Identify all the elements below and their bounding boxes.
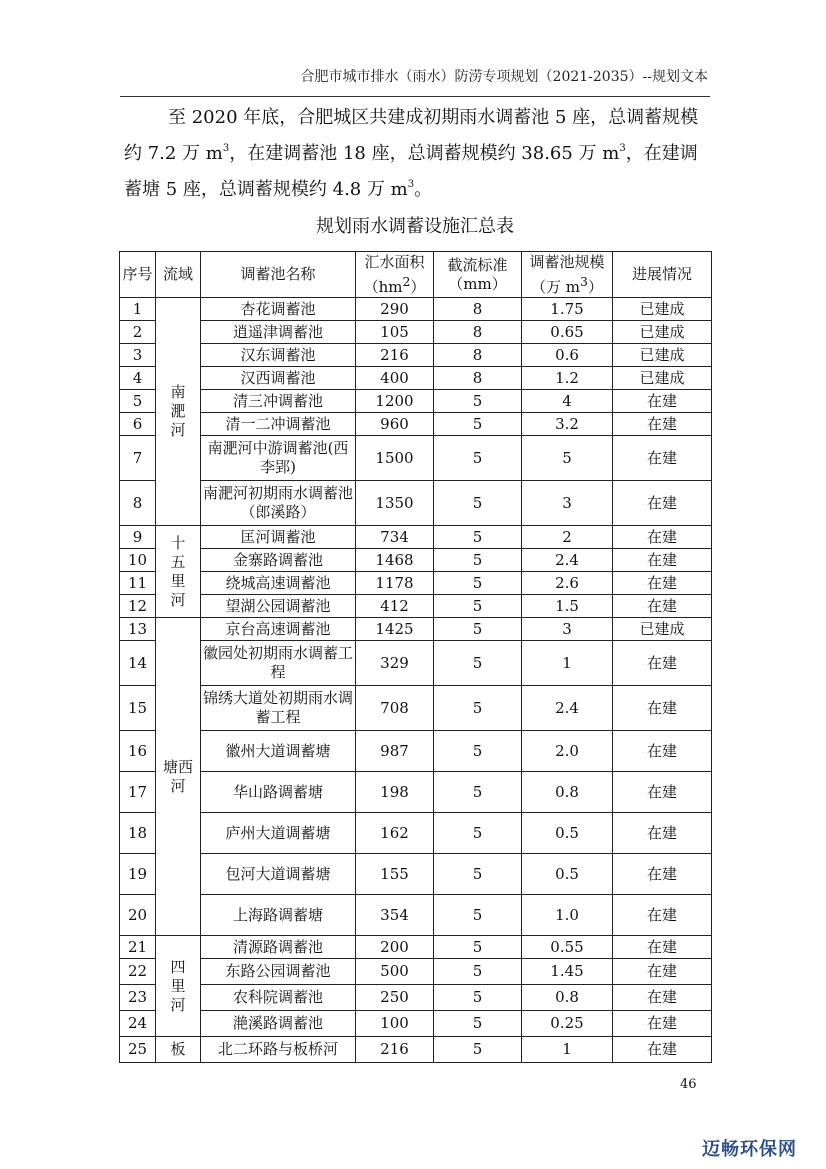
table-row: [120, 731, 712, 772]
interception-standard: 5: [434, 772, 522, 813]
basin-label: 板: [170, 1040, 186, 1058]
header-area: [356, 252, 434, 298]
catchment-area: 105: [356, 321, 434, 344]
catchment-area: 354: [356, 895, 434, 936]
watermark: 迈畅环保网: [702, 1139, 797, 1160]
facility-name: 南淝河中游调蓄池(西李郢): [201, 436, 356, 481]
table-row: [120, 367, 712, 390]
storage-scale: 0.8: [522, 985, 613, 1011]
catchment-area: 200: [356, 936, 434, 959]
catchment-area: 960: [356, 413, 434, 436]
storage-scale: 0.8: [522, 772, 613, 813]
catchment-area: 1200: [356, 390, 434, 413]
facility-name: 锦绣大道处初期雨水调蓄工程: [201, 686, 356, 731]
storage-scale: 1.75: [522, 298, 613, 321]
row-number: 5: [120, 390, 156, 413]
table-row: [120, 618, 712, 641]
row-number: 11: [120, 572, 156, 595]
interception-standard: 5: [434, 731, 522, 772]
interception-standard: 5: [434, 686, 522, 731]
storage-scale: 2: [522, 526, 613, 549]
row-number: 20: [120, 895, 156, 936]
catchment-area: 1350: [356, 481, 434, 526]
storage-scale: 1.45: [522, 959, 613, 985]
row-number: 12: [120, 595, 156, 618]
storage-scale: 0.25: [522, 1011, 613, 1037]
table-row: [120, 813, 712, 854]
basin-label: 南: [170, 383, 186, 401]
catchment-area: 734: [356, 526, 434, 549]
interception-standard: 8: [434, 344, 522, 367]
interception-standard: 5: [434, 985, 522, 1011]
storage-scale: 0.5: [522, 813, 613, 854]
basin-label: 里: [170, 571, 186, 590]
superscript-1: 3: [222, 143, 230, 154]
interception-standard: 5: [434, 1037, 522, 1063]
storage-scale: 2.4: [522, 549, 613, 572]
storage-scale: 2.0: [522, 731, 613, 772]
header-scale-text: 调蓄池规模（万 m: [529, 252, 605, 296]
facility-name: 滟溪路调蓄池: [201, 1011, 356, 1037]
storage-scale: 4: [522, 390, 613, 413]
table-row: [120, 936, 712, 959]
row-number: 2: [120, 321, 156, 344]
catchment-area: 155: [356, 854, 434, 895]
basin-label: 五: [170, 552, 186, 571]
basin-label: 里: [170, 976, 186, 995]
storage-scale: 3: [522, 618, 613, 641]
table-row: [120, 390, 712, 413]
table-row: [120, 321, 712, 344]
interception-standard: 5: [434, 413, 522, 436]
table-row: [120, 526, 712, 549]
basin-cell: [156, 526, 201, 618]
interception-standard: 5: [434, 572, 522, 595]
facility-name: 杏花调蓄池: [201, 298, 356, 321]
facility-name: 华山路调蓄塘: [201, 772, 356, 813]
table-row: [120, 436, 712, 481]
storage-scale: 5: [522, 436, 613, 481]
storage-scale: 3.2: [522, 413, 613, 436]
table-row: [120, 595, 712, 618]
table-row: [120, 959, 712, 985]
interception-standard: 5: [434, 618, 522, 641]
progress-status: 在建: [613, 985, 712, 1011]
interception-standard: 5: [434, 526, 522, 549]
row-number: 17: [120, 772, 156, 813]
facility-name: 清三冲调蓄池: [201, 390, 356, 413]
storage-scale: 1.2: [522, 367, 613, 390]
progress-status: 在建: [613, 549, 712, 572]
table-row: [120, 641, 712, 686]
facility-name: 望湖公园调蓄池: [201, 595, 356, 618]
table-row: [120, 895, 712, 936]
header-area-sup: 2: [402, 273, 411, 289]
interception-standard: 5: [434, 854, 522, 895]
table-row: [120, 854, 712, 895]
row-number: 3: [120, 344, 156, 367]
table-row: [120, 985, 712, 1011]
facility-name: 东路公园调蓄池: [201, 959, 356, 985]
row-number: 15: [120, 686, 156, 731]
facility-name: 绕城高速调蓄池: [201, 572, 356, 595]
table-row: [120, 344, 712, 367]
basin-label: 塘西: [162, 757, 193, 776]
progress-status: 已建成: [613, 298, 712, 321]
progress-status: 在建: [613, 813, 712, 854]
interception-standard: 8: [434, 367, 522, 390]
storage-scale: 3: [522, 481, 613, 526]
interception-standard: 5: [434, 936, 522, 959]
interception-standard: 5: [434, 390, 522, 413]
storage-scale: 0.6: [522, 344, 613, 367]
progress-status: 在建: [613, 572, 712, 595]
basin-label: 淝: [170, 402, 186, 420]
row-number: 16: [120, 731, 156, 772]
progress-status: 在建: [613, 959, 712, 985]
basin-cell: [156, 1037, 201, 1063]
basin-label: 河: [170, 776, 186, 795]
catchment-area: 100: [356, 1011, 434, 1037]
header-basin: 流域: [156, 252, 201, 298]
row-number: 10: [120, 549, 156, 572]
page-number: 46: [680, 1077, 697, 1092]
facility-name: 逍遥津调蓄池: [201, 321, 356, 344]
table-body: [120, 298, 712, 1063]
catchment-area: 987: [356, 731, 434, 772]
header-area-text: 汇水面积（hm: [363, 252, 425, 296]
facility-name: 清一二冲调蓄池: [201, 413, 356, 436]
storage-scale: 0.65: [522, 321, 613, 344]
table-caption: 规划雨水调蓄设施汇总表: [316, 216, 514, 237]
catchment-area: 290: [356, 298, 434, 321]
header-name: 调蓄池名称: [201, 252, 356, 298]
progress-status: 已建成: [613, 618, 712, 641]
facility-name: 清源路调蓄池: [201, 936, 356, 959]
catchment-area: 400: [356, 367, 434, 390]
basin-cell: [156, 936, 201, 1037]
facility-name: 北二环路与板桥河: [201, 1037, 356, 1063]
progress-status: 在建: [613, 731, 712, 772]
basin-label: 四: [170, 957, 186, 976]
table-row: [120, 1011, 712, 1037]
header-scale: [522, 252, 613, 298]
row-number: 18: [120, 813, 156, 854]
header-rule: [120, 96, 710, 97]
facility-name: 上海路调蓄塘: [201, 895, 356, 936]
interception-standard: 5: [434, 481, 522, 526]
facility-name: 京台高速调蓄池: [201, 618, 356, 641]
catchment-area: 329: [356, 641, 434, 686]
table-row: [120, 572, 712, 595]
progress-status: 已建成: [613, 321, 712, 344]
interception-standard: 5: [434, 1011, 522, 1037]
progress-status: 在建: [613, 686, 712, 731]
intro-paragraph: [124, 100, 712, 208]
progress-status: 在建: [613, 595, 712, 618]
row-number: 23: [120, 985, 156, 1011]
row-number: 19: [120, 854, 156, 895]
catchment-area: 250: [356, 985, 434, 1011]
storage-scale: 2.6: [522, 572, 613, 595]
catchment-area: 1500: [356, 436, 434, 481]
header-status: 进展情况: [613, 252, 712, 298]
header-standard: 截流标准（mm）: [434, 252, 522, 298]
facility-name: 南淝河初期雨水调蓄池（郎溪路）: [201, 481, 356, 526]
row-number: 21: [120, 936, 156, 959]
storage-scale: 1.0: [522, 895, 613, 936]
superscript-2: 3: [619, 143, 626, 154]
paragraph-text-2: ，在建调蓄池 18 座，总调蓄规模约 38.65 万 m: [229, 143, 620, 164]
catchment-area: 708: [356, 686, 434, 731]
interception-standard: 8: [434, 321, 522, 344]
interception-standard: 5: [434, 895, 522, 936]
table-row: [120, 1037, 712, 1063]
header-no: 序号: [120, 252, 156, 298]
progress-status: 已建成: [613, 344, 712, 367]
interception-standard: 5: [434, 813, 522, 854]
row-number: 25: [120, 1037, 156, 1063]
facility-name: 金寨路调蓄池: [201, 549, 356, 572]
row-number: 1: [120, 298, 156, 321]
basin-cell: [156, 298, 201, 526]
interception-standard: 5: [434, 549, 522, 572]
catchment-area: 1468: [356, 549, 434, 572]
facility-name: 汉西调蓄池: [201, 367, 356, 390]
catchment-area: 1178: [356, 572, 434, 595]
paragraph-text-3: ，在建调蓄塘 5 座，总调蓄规模约 4.8 万 m: [124, 143, 698, 200]
facility-name: 汉东调蓄池: [201, 344, 356, 367]
catchment-area: 1425: [356, 618, 434, 641]
progress-status: 在建: [613, 854, 712, 895]
basin-label: 河: [170, 590, 186, 609]
facility-name: 包河大道调蓄塘: [201, 854, 356, 895]
storage-scale: 1: [522, 641, 613, 686]
row-number: 9: [120, 526, 156, 549]
catchment-area: 198: [356, 772, 434, 813]
facility-name: 庐州大道调蓄塘: [201, 813, 356, 854]
running-header: 合肥市城市排水（雨水）防涝专项规划（2021-2035）--规划文本: [300, 69, 708, 85]
progress-status: 在建: [613, 1011, 712, 1037]
paragraph-text-1: 至 2020 年底，合肥城区共建成初期雨水调蓄池 5 座，总调蓄规模约 7.2 万 m: [124, 107, 699, 164]
basin-label: 十: [170, 533, 186, 552]
table-row: [120, 549, 712, 572]
progress-status: 在建: [613, 895, 712, 936]
basin-label: 河: [170, 995, 186, 1014]
row-number: 22: [120, 959, 156, 985]
table-row: [120, 413, 712, 436]
facility-name: 匡河调蓄池: [201, 526, 356, 549]
header-scale-close: ）: [587, 277, 603, 296]
storage-scale: 0.55: [522, 936, 613, 959]
facility-name: 徽园处初期雨水调蓄工程: [201, 641, 356, 686]
superscript-3: 3: [407, 179, 415, 190]
interception-standard: 5: [434, 436, 522, 481]
catchment-area: 412: [356, 595, 434, 618]
table-row: [120, 686, 712, 731]
storage-facility-table: [119, 251, 712, 1063]
interception-standard: 8: [434, 298, 522, 321]
progress-status: 已建成: [613, 367, 712, 390]
header-scale-sup: 3: [580, 273, 588, 289]
catchment-area: 500: [356, 959, 434, 985]
row-number: 4: [120, 367, 156, 390]
basin-label: 河: [170, 421, 186, 439]
table-row: [120, 772, 712, 813]
progress-status: 在建: [613, 526, 712, 549]
catchment-area: 216: [356, 1037, 434, 1063]
progress-status: 在建: [613, 413, 712, 436]
storage-scale: 1: [522, 1037, 613, 1063]
storage-scale: 0.5: [522, 854, 613, 895]
table-row: [120, 298, 712, 321]
table-row: [120, 481, 712, 526]
interception-standard: 5: [434, 641, 522, 686]
row-number: 7: [120, 436, 156, 481]
header-area-close: ）: [410, 277, 426, 296]
progress-status: 在建: [613, 436, 712, 481]
row-number: 14: [120, 641, 156, 686]
row-number: 24: [120, 1011, 156, 1037]
facility-name: 农科院调蓄池: [201, 985, 356, 1011]
paragraph-text-4: 。: [414, 179, 433, 200]
storage-scale: 1.5: [522, 595, 613, 618]
basin-cell: [156, 618, 201, 936]
table-header-row: [120, 252, 712, 298]
row-number: 8: [120, 481, 156, 526]
row-number: 6: [120, 413, 156, 436]
progress-status: 在建: [613, 1037, 712, 1063]
catchment-area: 162: [356, 813, 434, 854]
progress-status: 在建: [613, 936, 712, 959]
interception-standard: 5: [434, 595, 522, 618]
facility-name: 徽州大道调蓄塘: [201, 731, 356, 772]
storage-scale: 2.4: [522, 686, 613, 731]
catchment-area: 216: [356, 344, 434, 367]
progress-status: 在建: [613, 481, 712, 526]
progress-status: 在建: [613, 641, 712, 686]
interception-standard: 5: [434, 959, 522, 985]
progress-status: 在建: [613, 772, 712, 813]
row-number: 13: [120, 618, 156, 641]
progress-status: 在建: [613, 390, 712, 413]
